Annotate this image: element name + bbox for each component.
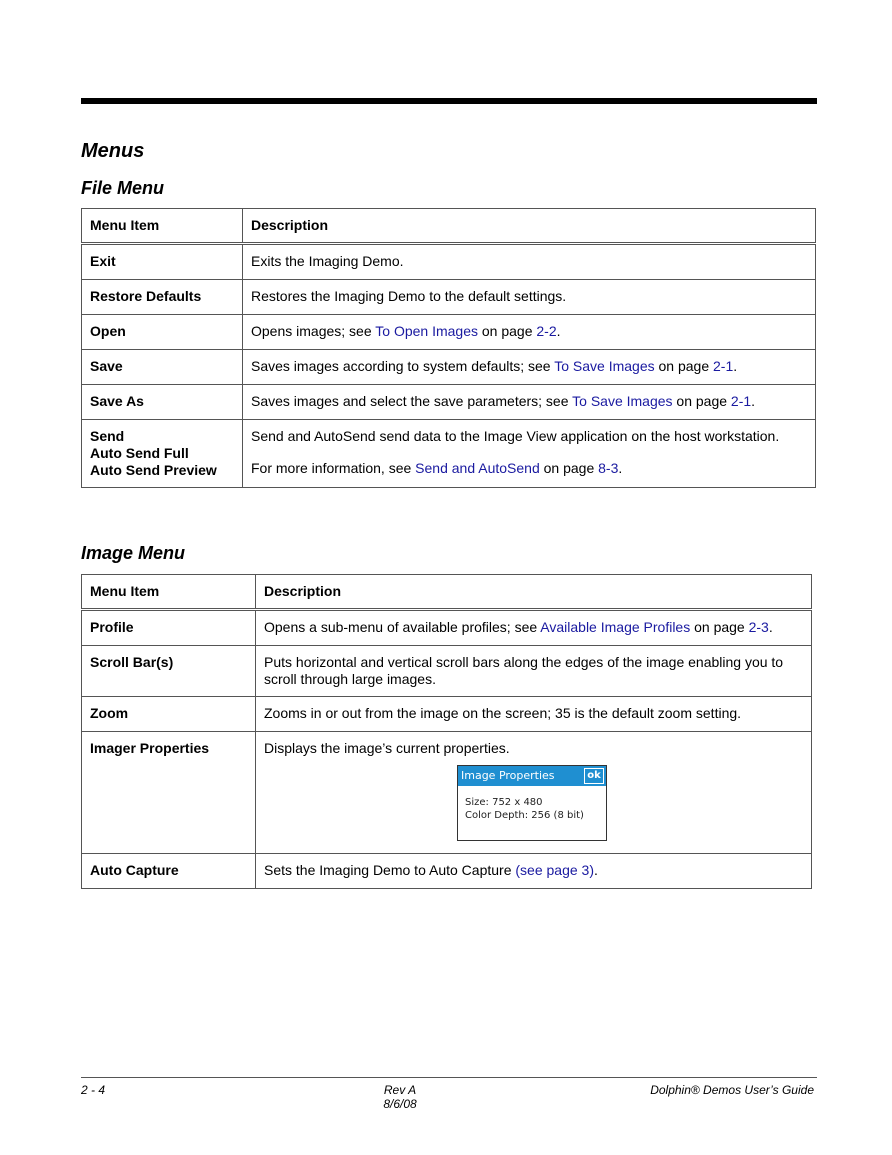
- table-row: [82, 646, 812, 697]
- image-menu-table: [81, 574, 812, 889]
- file-menu-heading: File Menu: [81, 178, 165, 198]
- link-page[interactable]: 2-1: [713, 358, 734, 374]
- dialog-title: Image Properties: [461, 769, 555, 782]
- row-description: Zooms in or out from the image on the screen; 35 is the default zoom setting.: [256, 697, 812, 732]
- menu-item-save: Save: [82, 350, 243, 385]
- link-available-image-profiles[interactable]: Available Image Profiles: [540, 619, 691, 635]
- table-row: [82, 420, 816, 488]
- row-description: [256, 732, 812, 854]
- link-see-page[interactable]: (see page 3): [515, 862, 594, 878]
- row-description: Puts horizontal and vertical scroll bars along the edges of the image enabling you to scroll through large images.: [256, 646, 812, 697]
- table-row: [82, 697, 812, 732]
- page-heading: Menus: [81, 140, 145, 162]
- header-menu-item: Menu Item: [82, 209, 243, 244]
- dialog-title-bar: [458, 766, 606, 786]
- menu-item-send-group: [82, 420, 243, 488]
- link-page[interactable]: 8-3: [598, 460, 619, 476]
- link-page[interactable]: 2-3: [748, 619, 769, 635]
- menu-item-auto-send-preview: Auto Send Preview: [90, 462, 217, 478]
- dialog-color-depth: Color Depth: 256 (8 bit): [465, 810, 584, 821]
- header-description: Description: [256, 575, 812, 610]
- image-properties-dialog: [457, 765, 607, 841]
- header-menu-item: Menu Item: [82, 575, 256, 610]
- top-rule: [81, 98, 817, 104]
- table-header-row: [82, 209, 816, 244]
- menu-item-scroll-bars: Scroll Bar(s): [82, 646, 256, 697]
- row-description: [243, 420, 816, 488]
- send-description: Send and AutoSend send data to the Image View application on the host workstation.: [251, 428, 780, 444]
- footer-guide-title: Dolphin® Demos User’s Guide: [650, 1083, 814, 1097]
- row-description: Saves images according to system defaults; see To Save Images on page 2-1.: [243, 350, 816, 385]
- table-row: [82, 315, 816, 350]
- menu-item-profile: Profile: [82, 610, 256, 646]
- menu-item-zoom: Zoom: [82, 697, 256, 732]
- menu-item-imager-properties: Imager Properties: [82, 732, 256, 854]
- file-menu-table: [81, 208, 816, 488]
- dialog-body: [458, 786, 606, 822]
- menu-item-restore-defaults: Restore Defaults: [82, 280, 243, 315]
- table-row: [82, 280, 816, 315]
- link-page[interactable]: 2-1: [730, 393, 752, 409]
- footer-rule: [81, 1077, 817, 1078]
- row-description: Restores the Imaging Demo to the default settings.: [243, 280, 816, 315]
- footer-revision: [380, 1083, 420, 1111]
- menu-item-save-as: Save As: [82, 385, 243, 420]
- table-header-row: [82, 575, 812, 610]
- table-row: [82, 244, 816, 280]
- menu-item-open: Open: [82, 315, 243, 350]
- row-description: Exits the Imaging Demo.: [243, 244, 816, 280]
- dialog-size: Size: 752 x 480: [465, 797, 543, 808]
- menu-item-send: Send: [90, 428, 125, 444]
- row-description: Opens a sub-menu of available profiles; see Available Image Profiles on page 2-3.: [256, 610, 812, 646]
- header-description: Description: [243, 209, 816, 244]
- table-row: [82, 350, 816, 385]
- row-description: Saves images and select the save parameters; see To Save Images on page 2-1.: [243, 385, 816, 420]
- row-description: Opens images; see To Open Images on page 2-2.: [243, 315, 816, 350]
- menu-item-auto-send-full: Auto Send Full: [90, 445, 189, 461]
- menu-item-exit: Exit: [82, 244, 243, 280]
- send-more-info: For more information, see Send and AutoSend on page 8-3.: [251, 460, 623, 476]
- menu-item-auto-capture: Auto Capture: [82, 854, 256, 889]
- table-row: [82, 732, 812, 854]
- footer-date: 8/6/08: [383, 1097, 417, 1111]
- imager-description: Displays the image’s current properties.: [264, 740, 510, 756]
- dialog-ok-button[interactable]: ok: [584, 768, 604, 784]
- table-row: [82, 385, 816, 420]
- table-row: [82, 610, 812, 646]
- row-description: Sets the Imaging Demo to Auto Capture (see page 3).: [256, 854, 812, 889]
- link-send-and-autosend[interactable]: Send and AutoSend: [415, 460, 540, 476]
- link-page[interactable]: 2-2: [536, 323, 557, 339]
- table-row: [82, 854, 812, 889]
- link-to-save-images[interactable]: To Save Images: [572, 393, 673, 409]
- image-menu-heading: Image Menu: [81, 543, 186, 563]
- footer-rev: Rev A: [383, 1083, 417, 1097]
- link-to-save-images[interactable]: To Save Images: [554, 358, 655, 374]
- link-to-open-images[interactable]: To Open Images: [375, 323, 478, 339]
- footer-page-number: 2 - 4: [81, 1083, 106, 1097]
